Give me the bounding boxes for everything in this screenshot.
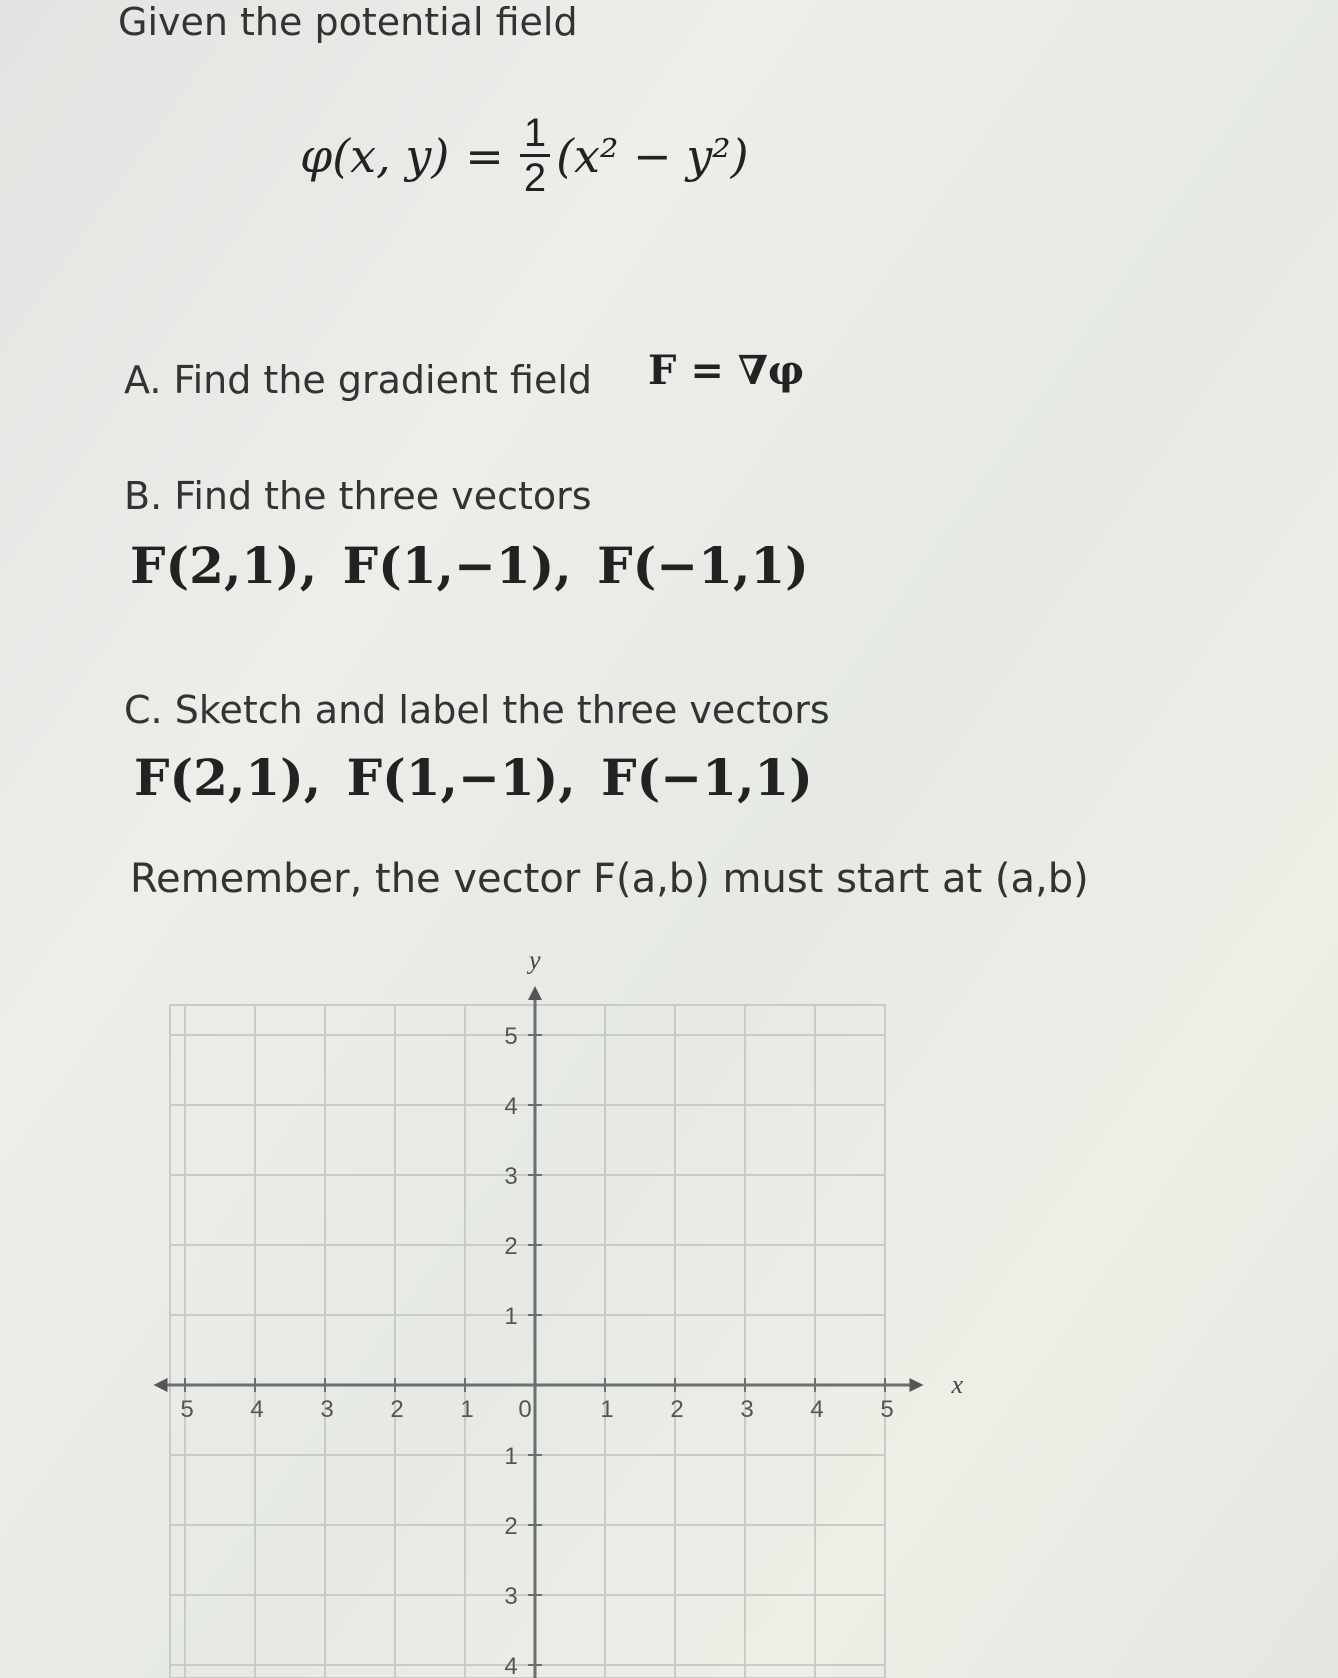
y-tick-label: 1 (504, 1443, 518, 1470)
fraction-denominator: 2 (523, 156, 547, 200)
y-tick-label: 4 (504, 1653, 518, 1678)
gradient-expression: F = ∇φ (648, 347, 805, 394)
x-tick-label: 2 (670, 1396, 684, 1423)
y-tick-label: 3 (504, 1163, 518, 1190)
part-b-vectors: F(2,1), F(1,−1), F(−1,1) (130, 536, 809, 595)
y-tick-label: 4 (504, 1093, 518, 1120)
part-b-text: B. Find the three vectors (124, 474, 592, 518)
formula-lhs: φ(x, y) (300, 128, 450, 183)
y-tick-label: 2 (504, 1513, 518, 1540)
x-tick-label: 0 (518, 1396, 532, 1423)
part-c-vectors: F(2,1), F(1,−1), F(−1,1) (134, 748, 813, 807)
x-tick-label: 1 (460, 1396, 474, 1423)
x-axis-label: x (951, 1370, 964, 1399)
x-tick-label: 3 (320, 1396, 334, 1423)
y-axis-arrow-up-icon (528, 986, 542, 1000)
x-tick-label: 5 (180, 1396, 194, 1423)
y-tick-label: 5 (504, 1023, 518, 1050)
intro-text: Given the potential field (118, 0, 578, 44)
part-a-text: A. Find the gradient field (124, 358, 593, 402)
formula-rhs: (x² − y²) (556, 128, 749, 183)
x-tick-label: 5 (880, 1396, 894, 1423)
x-tick-label: 4 (810, 1396, 824, 1423)
reminder-text: Remember, the vector F(a,b) must start at (a,b) (130, 856, 1089, 902)
fraction-numerator: 1 (520, 112, 550, 157)
x-tick-label: 4 (250, 1396, 264, 1423)
formula-equals: = (465, 128, 504, 183)
y-tick-label: 3 (504, 1583, 518, 1610)
x-axis-arrow-right-icon (910, 1378, 924, 1392)
x-tick-label: 3 (740, 1396, 754, 1423)
part-c-text: C. Sketch and label the three vectors (124, 688, 830, 732)
y-axis-label: y (529, 945, 541, 975)
x-tick-label: 2 (390, 1396, 404, 1423)
x-tick-label: 1 (600, 1396, 614, 1423)
x-axis-arrow-left-icon (154, 1378, 168, 1392)
y-tick-label: 1 (504, 1303, 518, 1330)
y-tick-label: 2 (504, 1233, 518, 1260)
